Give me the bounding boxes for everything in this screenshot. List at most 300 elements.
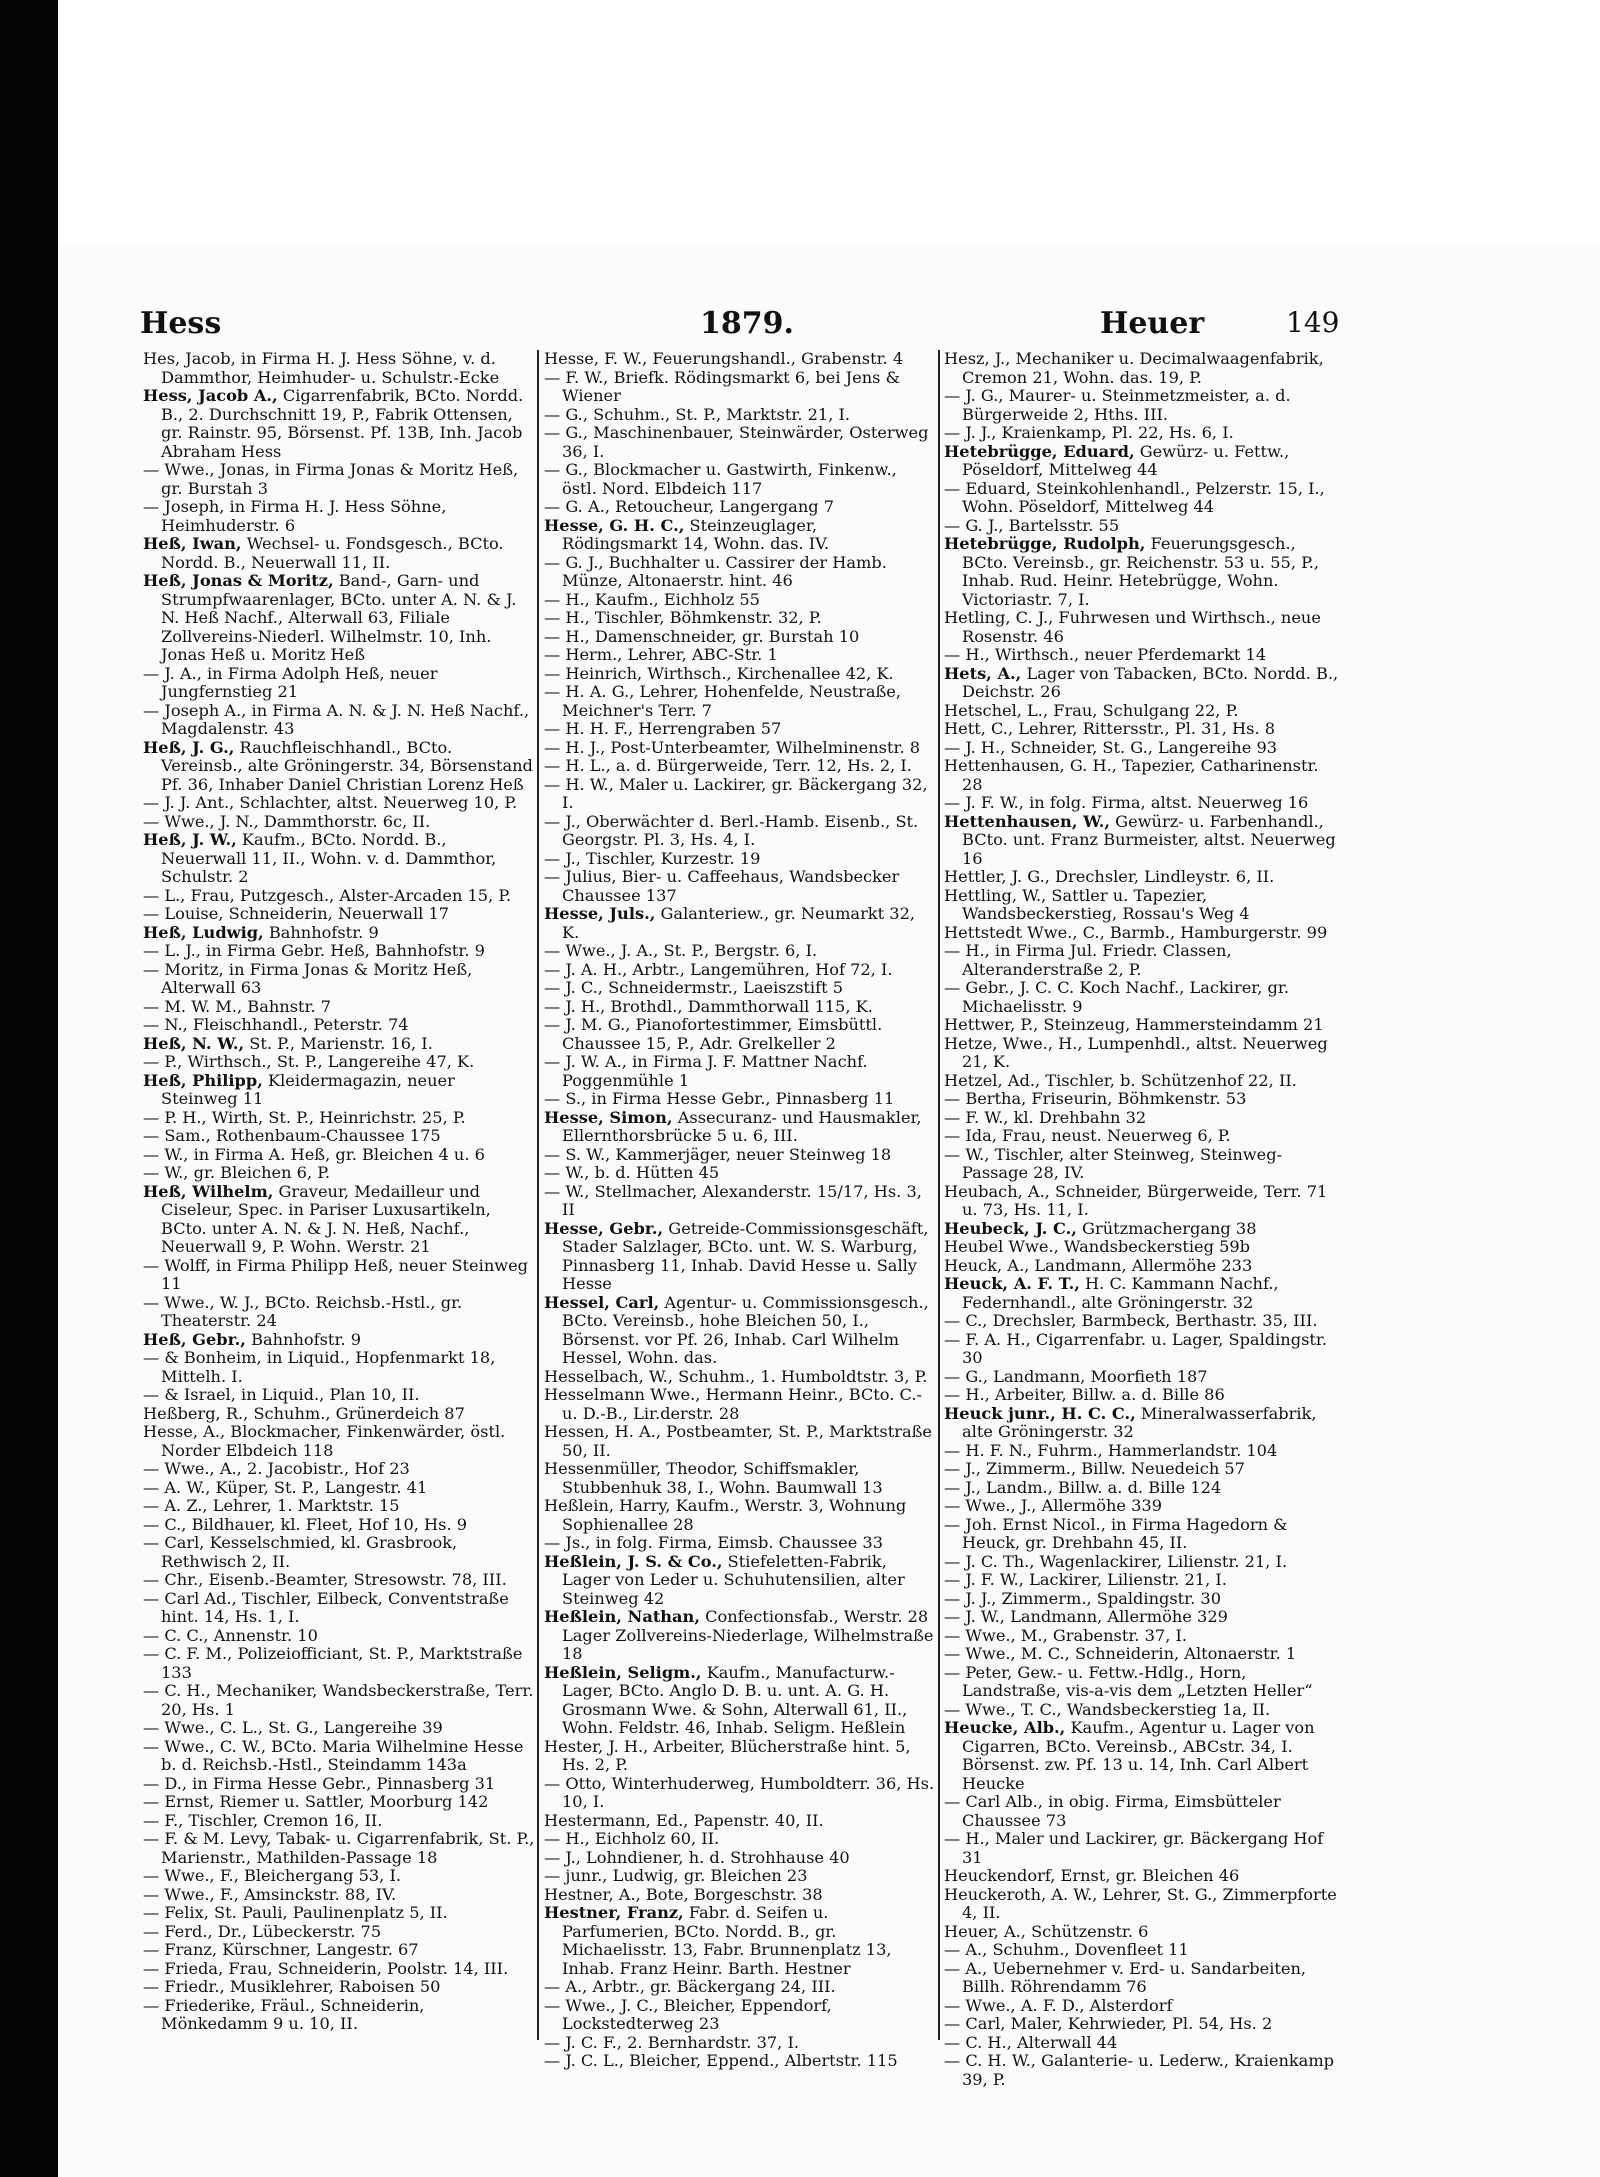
- directory-entry: [544, 646, 936, 665]
- entry-text: Bahnhofstr. 9: [245, 1329, 361, 1349]
- entry-text: — J., Lohndiener, h. d. Strohhause 40: [544, 1847, 850, 1867]
- entry-text: — H. F. N., Fuhrm., Hammerlandstr. 104: [944, 1440, 1278, 1460]
- entry-text: — C. H. W., Galanterie- u. Lederw., Kraienkamp 39, P.: [944, 2051, 1335, 2089]
- entry-name: Hestner, Franz,: [544, 1903, 684, 1922]
- directory-entry: [143, 1571, 535, 1590]
- entry-text: — Otto, Winterhuderweg, Humboldterr. 36, Hs. 10, I.: [544, 1773, 935, 1811]
- directory-entry: [944, 535, 1340, 609]
- entry-text: — H., Kaufm., Eichholz 55: [544, 589, 760, 609]
- entry-text: Assecuranz- und Hausmakler, Ellernthorsbrücke 5 u. 6, III.: [562, 1107, 922, 1145]
- directory-entry: [944, 1553, 1340, 1572]
- entry-text: — J. C., Schneidermstr., Laeiszstift 5: [544, 978, 844, 997]
- entry-name: Heuck, A. F. T.,: [944, 1274, 1080, 1293]
- entry-text: — C. H., Alterwall 44: [944, 2032, 1118, 2052]
- entry-text: — J. M. G., Pianofortestimmer, Eimsbüttl. Chaussee 15, P., Adr. Grelkeller 2: [544, 1015, 883, 1053]
- directory-entry: [143, 1738, 535, 1775]
- entry-text: — Wwe., J. C., Bleicher, Eppendorf, Lockstedterweg 23: [544, 1995, 832, 2033]
- directory-entry: [544, 850, 936, 869]
- entry-text: Agentur- u. Commissionsgesch., BCto. Vereinsb., hohe Bleichen 50, I., Börsenst. vor Pf. 26, Inhab. Carl Wilhelm Hessel, Wohn. das.: [562, 1292, 929, 1367]
- entry-name: Heß, Gebr.,: [143, 1329, 246, 1349]
- column-1: [143, 350, 535, 2034]
- directory-entry: [143, 1627, 535, 1646]
- directory-entry: [143, 1016, 535, 1035]
- entry-text: — Wwe., A., 2. Jacobistr., Hof 23: [143, 1459, 410, 1478]
- entry-text: Heßlein, Harry, Kaufm., Werstr. 3, Wohnung Sophienallee 28: [544, 1496, 907, 1534]
- directory-entry: [544, 868, 936, 905]
- directory-entry: [944, 1405, 1340, 1442]
- entry-name: Heß, Ludwig,: [143, 922, 264, 942]
- entry-name: Heubeck, J. C.,: [944, 1218, 1077, 1238]
- directory-entry: [544, 2034, 936, 2053]
- entry-text: Hettler, J. G., Drechsler, Lindleystr. 6, II.: [944, 867, 1275, 886]
- entry-text: — W., gr. Bleichen 6, P.: [143, 1163, 331, 1182]
- directory-entry: [544, 1867, 936, 1886]
- entry-text: — Carl Ad., Tischler, Eilbeck, Conventstraße hint. 14, Hs. 1, I.: [143, 1588, 509, 1626]
- entry-text: Hetzel, Ad., Tischler, b. Schützenhof 22, II.: [944, 1070, 1297, 1090]
- directory-entry: [143, 1793, 535, 1812]
- entry-text: Hetling, C. J., Fuhrwesen und Wirthsch., neue Rosenstr. 46: [944, 608, 1321, 646]
- entry-text: Grützmachergang 38: [1076, 1218, 1257, 1238]
- directory-entry: [143, 1941, 535, 1960]
- directory-entry: [143, 1960, 535, 1979]
- directory-entry: [544, 1146, 936, 1165]
- header-year: 1879.: [700, 306, 794, 341]
- entry-text: — J. C. L., Bleicher, Eppend., Albertstr. 115: [544, 2051, 898, 2070]
- entry-text: — H. J., Post-Unterbeamter, Wilhelminenstr. 8: [544, 737, 921, 757]
- directory-entry: [544, 591, 936, 610]
- directory-entry: [944, 609, 1340, 646]
- entry-text: Wechsel- u. Fondsgesch., BCto. Nordd. B., Neuerwall 11, II.: [161, 534, 504, 572]
- directory-entry: [944, 480, 1340, 517]
- entry-text: — & Bonheim, in Liquid., Hopfenmarkt 18, Mittelh. I.: [143, 1348, 496, 1386]
- directory-entry: [143, 961, 535, 998]
- directory-entry: [143, 1682, 535, 1719]
- entry-name: Heßlein, J. S. & Co.,: [544, 1551, 723, 1571]
- entry-text: — H. H. F., Herrengraben 57: [544, 719, 782, 738]
- entry-text: — A. W., Küper, St. P., Langestr. 41: [143, 1477, 428, 1497]
- entry-name: Heucke, Alb.,: [944, 1718, 1066, 1737]
- directory-entry: [544, 961, 936, 980]
- entry-text: Hesse, F. W., Feuerungshandl., Grabenstr. 4: [544, 349, 904, 368]
- column-2: [544, 350, 936, 2071]
- directory-entry: [143, 461, 535, 498]
- entry-text: — G. J., Bartelsstr. 55: [944, 515, 1120, 535]
- directory-entry: [944, 1368, 1340, 1387]
- entry-text: Kaufm., Agentur u. Lager von Cigarren, BCto. Vereinsb., ABCstr. 34, I. Börsenst. zw. Pf. 13 u. 14, Inh. Carl Albert Heucke: [962, 1718, 1315, 1793]
- directory-entry: [544, 461, 936, 498]
- directory-entry: [544, 1386, 936, 1423]
- entry-text: — J., Tischler, Kurzestr. 19: [544, 848, 761, 868]
- directory-entry: [544, 2052, 936, 2071]
- entry-text: — A., Arbtr., gr. Bäckergang 24, III.: [544, 1977, 836, 1996]
- entry-text: — J. F. W., in folg. Firma, altst. Neuerweg 16: [944, 793, 1309, 812]
- directory-entry: [944, 1312, 1340, 1331]
- entry-text: Galanteriew., gr. Neumarkt 32, K.: [562, 904, 916, 942]
- directory-entry: [944, 720, 1340, 739]
- directory-entry: [944, 942, 1340, 979]
- entry-name: Heß, J. W.,: [143, 830, 237, 849]
- directory-entry: [544, 1886, 936, 1905]
- directory-entry: [544, 979, 936, 998]
- directory-entry: [944, 1035, 1340, 1072]
- directory-entry: [143, 387, 535, 461]
- entry-text: — F., Tischler, Cremon 16, II.: [143, 1810, 383, 1830]
- entry-text: — J., Landm., Billw. a. d. Bille 124: [944, 1477, 1222, 1497]
- directory-entry: [944, 2015, 1340, 2034]
- directory-entry: [143, 665, 535, 702]
- directory-entry: [544, 1368, 936, 1387]
- entry-text: Cigarrenfabrik, BCto. Nordd. B., 2. Durchschnitt 19, P., Fabrik Ottensen, gr. Rainstr. 95, Börsenst. Pf. 13B, Inh. Jacob Abraham Hess: [161, 386, 524, 461]
- entry-text: Hester, J. H., Arbeiter, Blücherstraße hint. 5, Hs. 2, P.: [544, 1736, 911, 1774]
- entry-text: — Peter, Gew.- u. Fettw.-Hdlg., Horn, Landstraße, vis-a-vis dem „Letzten Heller“: [944, 1662, 1313, 1700]
- entry-text: — junr., Ludwig, gr. Bleichen 23: [544, 1866, 808, 1885]
- entry-text: — Wwe., Jonas, in Firma Jonas & Moritz Heß, gr. Burstah 3: [143, 460, 519, 498]
- entry-text: Hesz, J., Mechaniker u. Decimalwaagenfabrik, Cremon 21, Wohn. das. 19, P.: [944, 349, 1324, 387]
- directory-entry: [944, 1220, 1340, 1239]
- entry-text: — Wwe., M. C., Schneiderin, Altonaerstr. 1: [944, 1644, 1297, 1663]
- entry-text: — G. A., Retoucheur, Langergang 7: [544, 497, 835, 516]
- directory-entry: [143, 1053, 535, 1072]
- directory-entry: [143, 1886, 535, 1905]
- entry-text: — C., Drechsler, Barmbeck, Berthastr. 35, III.: [944, 1311, 1318, 1330]
- entry-text: — J. J., Kraienkamp, Pl. 22, Hs. 6, I.: [944, 423, 1234, 442]
- entry-text: — Joseph, in Firma H. J. Hess Söhne, Heimhuderstr. 6: [143, 497, 447, 535]
- entry-text: — J. A. H., Arbtr., Langemühren, Hof 72, I.: [544, 959, 893, 979]
- entry-name: Hesse, Gebr.,: [544, 1218, 664, 1238]
- entry-name: Heßlein, Seligm.,: [544, 1662, 702, 1682]
- entry-text: Confectionsfab., Werstr. 28 Lager Zollvereins-Niederlage, Wilhelmstraße 18: [562, 1607, 934, 1663]
- directory-entry: [944, 1090, 1340, 1109]
- directory-entry: [143, 702, 535, 739]
- directory-entry: [944, 1719, 1340, 1793]
- directory-entry: [544, 1090, 936, 1109]
- entry-text: — L., Frau, Putzgesch., Alster-Arcaden 15, P.: [143, 885, 512, 905]
- entry-text: — J. W. A., in Firma J. F. Mattner Nachf. Poggenmühle 1: [544, 1052, 868, 1090]
- entry-text: — Wwe., F., Bleichergang 53, I.: [143, 1866, 402, 1885]
- entry-text: — J. A., in Firma Adolph Heß, neuer Jungfernstieg 21: [143, 663, 438, 701]
- entry-text: Hessen, H. A., Postbeamter, St. P., Marktstraße 50, II.: [544, 1422, 933, 1460]
- entry-text: — M. W. M., Bahnstr. 7: [143, 996, 332, 1016]
- entry-text: Hesselbach, W., Schuhm., 1. Humboldtstr. 3, P.: [544, 1366, 928, 1386]
- entry-text: Hettenhausen, G. H., Tapezier, Catharinenstr. 28: [944, 756, 1319, 794]
- entry-text: — H., Eichholz 60, II.: [544, 1829, 720, 1848]
- directory-entry: [544, 942, 936, 961]
- directory-entry: [143, 1109, 535, 1128]
- entry-name: Heß, Wilhelm,: [143, 1181, 274, 1201]
- entry-text: — H., Arbeiter, Billw. a. d. Bille 86: [944, 1385, 1225, 1404]
- directory-entry: [143, 1146, 535, 1165]
- entry-text: Steinzeuglager, Rödingsmarkt 14, Wohn. das. IV.: [562, 515, 830, 553]
- directory-entry: [143, 535, 535, 572]
- directory-entry: [143, 1812, 535, 1831]
- directory-entry: [143, 813, 535, 832]
- directory-entry: [944, 665, 1340, 702]
- directory-entry: [544, 739, 936, 758]
- directory-entry: [944, 1960, 1340, 1997]
- entry-text: Hestner, A., Bote, Borgeschstr. 38: [544, 1884, 823, 1904]
- directory-entry: [544, 813, 936, 850]
- directory-entry: [944, 387, 1340, 424]
- entry-name: Hets, A.,: [944, 663, 1022, 683]
- directory-entry: [944, 2052, 1340, 2089]
- entry-text: Hett, C., Lehrer, Rittersstr., Pl. 31, Hs. 8: [944, 719, 1276, 738]
- directory-entry: [944, 979, 1340, 1016]
- directory-entry: [944, 1516, 1340, 1553]
- entry-text: — W., in Firma A. Heß, gr. Bleichen 4 u. 6: [143, 1144, 485, 1164]
- entry-text: Graveur, Medailleur und Ciseleur, Spec. in Pariser Luxusartikeln, BCto. unter A. N. & J. N. Heß, Nachf., Neuerwall 9, P. Wohn. Werstr. 21: [161, 1181, 491, 1256]
- directory-entry: [544, 350, 936, 369]
- entry-text: — Friederike, Fräul., Schneiderin, Mönkedamm 9 u. 10, II.: [143, 1995, 425, 2033]
- entry-name: Hesse, G. H. C.,: [544, 515, 685, 535]
- directory-entry: [143, 1923, 535, 1942]
- entry-text: Rauchfleischhandl., BCto. Vereinsb., alte Gröningerstr. 34, Börsenstand Pf. 36, Inhaber Daniel Christian Lorenz Heß: [161, 737, 533, 794]
- entry-text: — C. F. M., Polizeiofficiant, St. P., Marktstraße 133: [143, 1644, 523, 1682]
- entry-text: Feuerungsgesch., BCto. Vereinsb., gr. Reichenstr. 53 u. 55, P., Inhab. Rud. Heinr. Hetebrügge, Wohn. Victoriastr. 7, I.: [962, 534, 1320, 609]
- entry-text: — F. A. H., Cigarrenfabr. u. Lager, Spaldingstr. 30: [944, 1329, 1328, 1367]
- directory-entry: [143, 1516, 535, 1535]
- directory-entry: [143, 1127, 535, 1146]
- directory-entry: [944, 1997, 1340, 2016]
- directory-entry: [544, 1553, 936, 1609]
- entry-text: Hetze, Wwe., H., Lumpenhdl., altst. Neuerweg 21, K.: [944, 1033, 1328, 1071]
- column-3: [944, 350, 1340, 2089]
- directory-entry: [944, 1331, 1340, 1368]
- directory-entry: [944, 1886, 1340, 1923]
- directory-entry: [944, 1941, 1340, 1960]
- entry-text: — J. J. Ant., Schlachter, altst. Neuerweg 10, P.: [143, 793, 518, 812]
- entry-text: — F. W., kl. Drehbahn 32: [944, 1107, 1147, 1127]
- directory-entry: [944, 443, 1340, 480]
- entry-text: Band-, Garn- und Strumpfwaarenlager, BCto. unter A. N. & J. N. Heß Nachf., Alterwall 63, Filiale Zollvereins-Niederl. Wilhelmstr. 10, Inh. Jonas Heß u. Moritz Heß: [161, 571, 517, 664]
- directory-entry: [143, 1349, 535, 1386]
- directory-entry: [143, 1183, 535, 1257]
- entry-text: — Wwe., C. L., St. G., Langereihe 39: [143, 1718, 443, 1737]
- entry-text: Hes, Jacob, in Firma H. J. Hess Söhne, v. d. Dammthor, Heimhuder- u. Schulstr.-Ecke: [143, 349, 500, 387]
- entry-text: — A. Z., Lehrer, 1. Marktstr. 15: [143, 1496, 400, 1515]
- entry-text: Heuer, A., Schützenstr. 6: [944, 1921, 1149, 1941]
- directory-entry: [944, 424, 1340, 443]
- directory-entry: [143, 572, 535, 665]
- entry-text: — A., Schuhm., Dovenfleet 11: [944, 1940, 1189, 1959]
- directory-entry: [143, 1590, 535, 1627]
- directory-entry: [944, 1127, 1340, 1146]
- header-left-keyword: Hess: [140, 306, 222, 341]
- directory-entry: [544, 1053, 936, 1090]
- directory-entry: [143, 1294, 535, 1331]
- entry-name: Heuck junr., H. C. C.,: [944, 1403, 1136, 1423]
- entry-text: — Wwe., F., Amsinckstr. 88, IV.: [143, 1884, 397, 1904]
- entry-text: Kaufm., BCto. Nordd. B., Neuerwall 11, II., Wohn. v. d. Dammthor, Schulstr. 2: [161, 830, 497, 886]
- directory-entry: [143, 1497, 535, 1516]
- directory-entry: [143, 924, 535, 943]
- entry-text: — Wwe., C. W., BCto. Maria Wilhelmine Hesse b. d. Reichsb.-Hstl., Steindamm 143a: [143, 1736, 524, 1774]
- directory-entry: [544, 1664, 936, 1738]
- entry-name: Heß, N. W.,: [143, 1033, 245, 1053]
- entry-text: — Wwe., T. C., Wandsbeckerstieg 1a, II.: [944, 1699, 1271, 1719]
- entry-text: — Friedr., Musiklehrer, Raboisen 50: [143, 1977, 441, 1996]
- directory-entry: [544, 665, 936, 684]
- directory-entry: [143, 794, 535, 813]
- directory-entry: [544, 609, 936, 628]
- directory-entry: [143, 887, 535, 906]
- directory-entry: [143, 1423, 535, 1460]
- entry-text: — D., in Firma Hesse Gebr., Pinnasberg 31: [143, 1773, 496, 1793]
- directory-entry: [944, 1664, 1340, 1701]
- entry-text: — J. W., Landmann, Allermöhe 329: [944, 1607, 1228, 1626]
- directory-entry: [544, 1294, 936, 1368]
- entry-text: Mineralwasserfabrik, alte Gröningerstr. 32: [962, 1403, 1317, 1441]
- entry-name: Hesse, Juls.,: [544, 904, 656, 923]
- directory-entry: [944, 646, 1340, 665]
- entry-text: — J. H., Brothdl., Dammthorwall 115, K.: [544, 996, 873, 1016]
- column-divider: [537, 350, 539, 2040]
- entry-text: — P., Wirthsch., St. P., Langereihe 47, K.: [143, 1052, 475, 1071]
- entry-text: — Wwe., J. N., Dammthorstr. 6c, II.: [143, 811, 431, 831]
- directory-entry: [944, 1627, 1340, 1646]
- directory-entry: [544, 1423, 936, 1460]
- entry-text: — Frieda, Frau, Schneiderin, Poolstr. 14, III.: [143, 1958, 509, 1978]
- directory-entry: [544, 517, 936, 554]
- directory-entry: [143, 1719, 535, 1738]
- entry-text: — H. A. G., Lehrer, Hohenfelde, Neustraße, Meichner's Terr. 7: [544, 682, 902, 720]
- directory-entry: [944, 1238, 1340, 1257]
- entry-text: — Carl, Kesselschmied, kl. Grasbrook, Rethwisch 2, II.: [143, 1533, 458, 1571]
- entry-text: — Wwe., J., Allermöhe 339: [944, 1496, 1163, 1515]
- entry-text: H. C. Kammann Nachf., Federnhandl., alte Gröningerstr. 32: [962, 1274, 1279, 1312]
- entry-text: — W., Tischler, alter Steinweg, Steinweg-Passage 28, IV.: [944, 1144, 1283, 1182]
- directory-entry: [944, 1571, 1340, 1590]
- entry-text: — H., Tischler, Böhmkenstr. 32, P.: [544, 608, 822, 627]
- directory-entry: [944, 1275, 1340, 1312]
- column-divider: [938, 350, 940, 2040]
- directory-entry: [944, 1109, 1340, 1128]
- entry-text: — Joseph A., in Firma A. N. & J. N. Heß Nachf., Magdalenstr. 43: [143, 700, 530, 738]
- directory-entry: [544, 554, 936, 591]
- directory-entry: [944, 1016, 1340, 1035]
- directory-entry: [544, 1904, 936, 1978]
- directory-entry: [944, 1923, 1340, 1942]
- directory-entry: [944, 350, 1340, 387]
- directory-entry: [143, 1164, 535, 1183]
- directory-entry: [544, 1109, 936, 1146]
- entry-text: — Gebr., J. C. C. Koch Nachf., Lackirer, gr. Michaelisstr. 9: [944, 978, 1290, 1016]
- directory-entry: [143, 1775, 535, 1794]
- entry-text: Fabr. d. Seifen u. Parfumerien, BCto. Nordd. B., gr. Michaelisstr. 13, Fabr. Brunnenplatz 13, Inhab. Franz Heinr. Barth. Hestner: [562, 1903, 892, 1978]
- entry-name: Heß, Jonas & Moritz,: [143, 571, 334, 590]
- entry-name: Heß, Iwan,: [143, 534, 242, 553]
- directory-entry: [544, 1016, 936, 1053]
- entry-text: — S. W., Kammerjäger, neuer Steinweg 18: [544, 1144, 892, 1164]
- entry-name: Hess, Jacob A.,: [143, 386, 278, 405]
- entry-text: — Wolff, in Firma Philipp Heß, neuer Steinweg 11: [143, 1255, 529, 1293]
- entry-text: — J. H., Schneider, St. G., Langereihe 93: [944, 737, 1278, 757]
- directory-entry: [544, 757, 936, 776]
- entry-text: — G., Blockmacher u. Gastwirth, Finkenw., östl. Nord. Elbdeich 117: [544, 460, 897, 498]
- entry-text: Heuckeroth, A. W., Lehrer, St. G., Zimmerpforte 4, II.: [944, 1884, 1337, 1922]
- entry-text: Hessenmüller, Theodor, Schiffsmakler, Stubbenhuk 38, I., Wohn. Baumwall 13: [544, 1459, 883, 1497]
- entry-text: — C. C., Annenstr. 10: [143, 1625, 318, 1645]
- entry-text: — G., Maschinenbauer, Steinwärder, Osterweg 36, I.: [544, 423, 929, 461]
- directory-entry: [944, 1072, 1340, 1091]
- entry-text: — G. J., Buchhalter u. Cassirer der Hamb. Münze, Altonaerstr. hint. 46: [544, 552, 887, 590]
- page-number: 149: [1286, 306, 1340, 339]
- entry-text: Kleidermagazin, neuer Steinweg 11: [161, 1070, 455, 1108]
- directory-entry: [143, 1534, 535, 1571]
- entry-text: Hettwer, P., Steinzeug, Hammersteindamm 21: [944, 1015, 1324, 1034]
- entry-text: — Sam., Rothenbaum-Chaussee 175: [143, 1126, 441, 1145]
- entry-text: St. P., Marienstr. 16, I.: [244, 1033, 433, 1053]
- directory-entry: [143, 1645, 535, 1682]
- directory-entry: [544, 1738, 936, 1775]
- directory-entry: [544, 683, 936, 720]
- directory-entry: [544, 1608, 936, 1664]
- entry-text: — H., in Firma Jul. Friedr. Classen, Alteranderstraße 2, P.: [944, 941, 1232, 979]
- entry-name: Hetebrügge, Eduard,: [944, 441, 1135, 461]
- entry-text: — C. H., Mechaniker, Wandsbeckerstraße, Terr. 20, Hs. 1: [143, 1681, 534, 1719]
- directory-entry: [944, 757, 1340, 794]
- directory-entry: [944, 868, 1340, 887]
- directory-entry: [544, 1997, 936, 2034]
- directory-entry: [143, 1479, 535, 1498]
- directory-entry: [944, 813, 1340, 869]
- directory-entry: [143, 998, 535, 1017]
- entry-text: — Wwe., J. A., St. P., Bergstr. 6, I.: [544, 941, 818, 960]
- entry-text: — G., Landmann, Moorfieth 187: [944, 1366, 1208, 1386]
- directory-entry: [944, 1608, 1340, 1627]
- directory-entry: [944, 1460, 1340, 1479]
- directory-entry: [143, 1072, 535, 1109]
- directory-entry: [944, 1590, 1340, 1609]
- page-header: [0, 306, 1600, 348]
- entry-name: Heß, J. G.,: [143, 737, 235, 757]
- entry-text: Kaufm., Manufacturw.-Lager, BCto. Anglo D. B. u. unt. A. G. H. Grosmann Wwe. & Sohn, Alterwall 61, II., Wohn. Feldstr. 46, Inhab. Seligm. Heßlein: [562, 1662, 908, 1737]
- entry-text: — J. G., Maurer- u. Steinmetzmeister, a. d. Bürgerweide 2, Hths. III.: [944, 386, 1291, 424]
- entry-text: — Wwe., A. F. D., Alsterdorf: [944, 1995, 1173, 2015]
- directory-entry: [944, 1183, 1340, 1220]
- entry-text: Lager von Tabacken, BCto. Nordd. B., Deichstr. 26: [962, 663, 1339, 701]
- directory-entry: [944, 702, 1340, 721]
- entry-text: Hettstedt Wwe., C., Barmb., Hamburgerstr. 99: [944, 922, 1328, 942]
- entry-text: Gewürz- u. Farbenhandl., BCto. unt. Franz Burmeister, altst. Neuerweg 16: [962, 811, 1336, 868]
- entry-text: — F. & M. Levy, Tabak- u. Cigarrenfabrik, St. P., Marienstr., Mathilden-Passage 18: [143, 1829, 535, 1867]
- entry-text: — J. J., Zimmerm., Spaldingstr. 30: [944, 1588, 1222, 1608]
- entry-text: Heßberg, R., Schuhm., Grünerdeich 87: [143, 1403, 465, 1423]
- directory-entry: [143, 1460, 535, 1479]
- entry-text: — Ida, Frau, neust. Neuerweg 6, P.: [944, 1126, 1231, 1145]
- directory-entry: [944, 1793, 1340, 1830]
- directory-entry: [143, 831, 535, 887]
- entry-text: — Ernst, Riemer u. Sattler, Moorburg 142: [143, 1792, 489, 1811]
- entry-text: — H. L., a. d. Bürgerweide, Terr. 12, Hs. 2, I.: [544, 756, 912, 775]
- directory-entry: [143, 498, 535, 535]
- entry-name: Heßlein, Nathan,: [544, 1607, 700, 1626]
- directory-entry: [143, 1386, 535, 1405]
- entry-text: — Moritz, in Firma Jonas & Moritz Heß, Alterwall 63: [143, 959, 473, 997]
- entry-text: — Carl, Maler, Kehrwieder, Pl. 54, Hs. 2: [944, 2014, 1273, 2033]
- directory-entry: [544, 1978, 936, 1997]
- directory-entry: [944, 739, 1340, 758]
- directory-entry: [944, 924, 1340, 943]
- entry-text: — J., Oberwächter d. Berl.-Hamb. Eisenb., St. Georgstr. Pl. 3, Hs. 4, I.: [544, 811, 919, 849]
- directory-entry: [944, 887, 1340, 924]
- header-right-keyword: Heuer: [1100, 306, 1205, 341]
- directory-entry: [143, 1035, 535, 1054]
- directory-entry: [944, 794, 1340, 813]
- directory-entry: [544, 776, 936, 813]
- entry-text: — Wwe., M., Grabenstr. 37, I.: [944, 1625, 1188, 1645]
- directory-entry: [143, 1331, 535, 1350]
- directory-entry: [944, 2034, 1340, 2053]
